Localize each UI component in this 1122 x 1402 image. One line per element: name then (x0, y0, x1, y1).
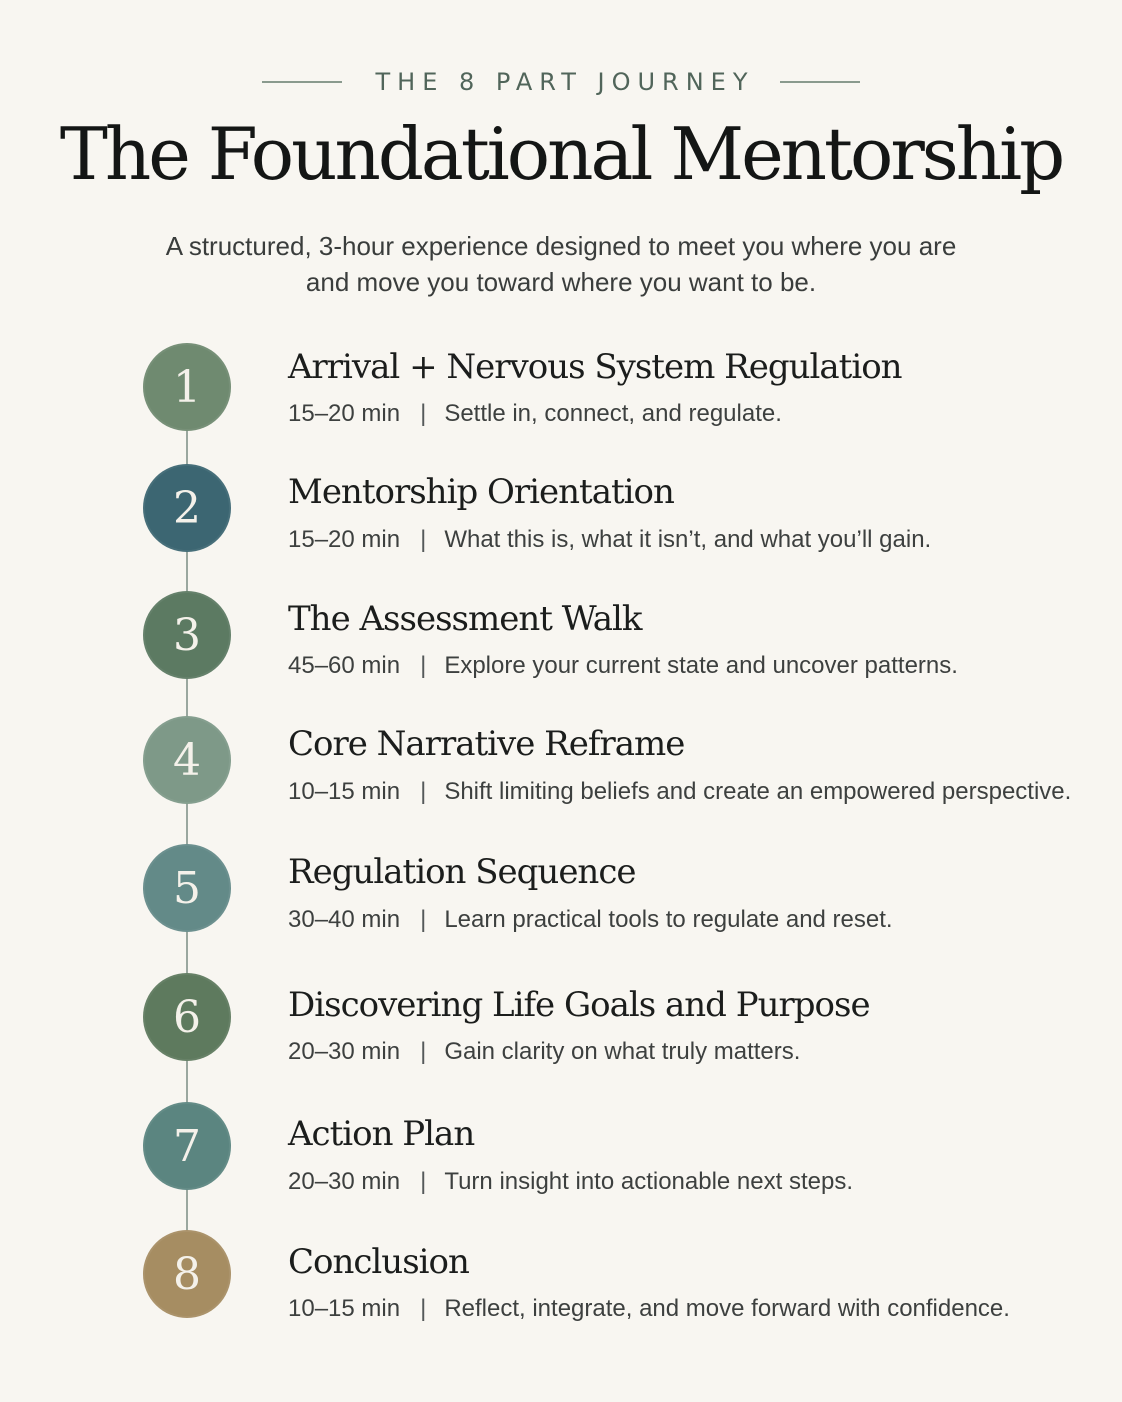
step-description: What this is, what it isn’t, and what you’ll gain. (444, 526, 932, 553)
step-title: Regulation Sequence (288, 852, 636, 892)
step-separator: | (420, 1168, 427, 1195)
step-8 (0, 1230, 1122, 1330)
step-meta (288, 778, 1071, 806)
step-meta (288, 652, 958, 680)
step-description: Reflect, integrate, and move forward with confidence. (444, 1295, 1010, 1322)
step-duration: 10–15 min (288, 778, 401, 805)
step-title: Discovering Life Goals and Purpose (288, 985, 870, 1025)
step-description: Learn practical tools to regulate and reset. (444, 906, 893, 933)
step-separator: | (420, 1295, 427, 1322)
step-description: Explore your current state and uncover patterns. (444, 652, 958, 679)
step-description: Gain clarity on what truly matters. (444, 1038, 801, 1065)
step-5 (0, 844, 1122, 944)
step-duration: 20–30 min (288, 1168, 401, 1195)
step-separator: | (420, 652, 427, 679)
step-meta (288, 526, 931, 554)
step-separator: | (420, 1038, 427, 1065)
step-duration: 45–60 min (288, 652, 401, 679)
step-number-badge: 3 (143, 591, 231, 679)
step-title: Arrival + Nervous System Regulation (288, 347, 902, 387)
subtitle-line-1: A structured, 3-hour experience designed to meet you where you are (165, 231, 957, 261)
subtitle (80, 228, 1042, 300)
step-title: Mentorship Orientation (288, 472, 674, 512)
step-number-badge: 1 (143, 343, 231, 431)
eyebrow-label: THE 8 PART JOURNEY (375, 68, 755, 96)
page-title: The Foundational Mentorship (59, 112, 1063, 196)
step-description: Turn insight into actionable next steps. (444, 1168, 853, 1195)
step-duration: 30–40 min (288, 906, 401, 933)
step-title: Action Plan (288, 1114, 475, 1154)
step-3 (0, 591, 1122, 691)
subtitle-line-2: and move you toward where you want to be. (305, 267, 817, 297)
step-number-badge: 6 (143, 973, 231, 1061)
step-title: The Assessment Walk (288, 599, 642, 639)
step-duration: 20–30 min (288, 1038, 401, 1065)
step-meta (288, 1038, 800, 1066)
step-meta (288, 400, 782, 428)
step-number-badge: 4 (143, 716, 231, 804)
step-separator: | (420, 906, 427, 933)
step-duration: 15–20 min (288, 526, 401, 553)
step-description: Settle in, connect, and regulate. (444, 400, 782, 427)
step-duration: 10–15 min (288, 1295, 401, 1322)
step-6 (0, 973, 1122, 1073)
eyebrow-right-rule (780, 81, 860, 83)
step-number-badge: 7 (143, 1102, 231, 1190)
step-number-badge: 5 (143, 844, 231, 932)
step-meta (288, 1168, 853, 1196)
step-description: Shift limiting beliefs and create an empowered perspective. (444, 778, 1072, 805)
step-meta (288, 1295, 1010, 1323)
step-meta (288, 906, 893, 934)
step-separator: | (420, 526, 427, 553)
eyebrow-row (0, 64, 1122, 100)
eyebrow-left-rule (262, 81, 342, 83)
step-title: Core Narrative Reframe (288, 724, 685, 764)
step-2 (0, 464, 1122, 564)
step-1 (0, 343, 1122, 443)
step-title: Conclusion (288, 1242, 469, 1282)
step-number-badge: 8 (143, 1230, 231, 1318)
step-4 (0, 716, 1122, 816)
step-duration: 15–20 min (288, 400, 401, 427)
step-number-badge: 2 (143, 464, 231, 552)
step-7 (0, 1102, 1122, 1202)
step-separator: | (420, 778, 427, 805)
step-separator: | (420, 400, 427, 427)
